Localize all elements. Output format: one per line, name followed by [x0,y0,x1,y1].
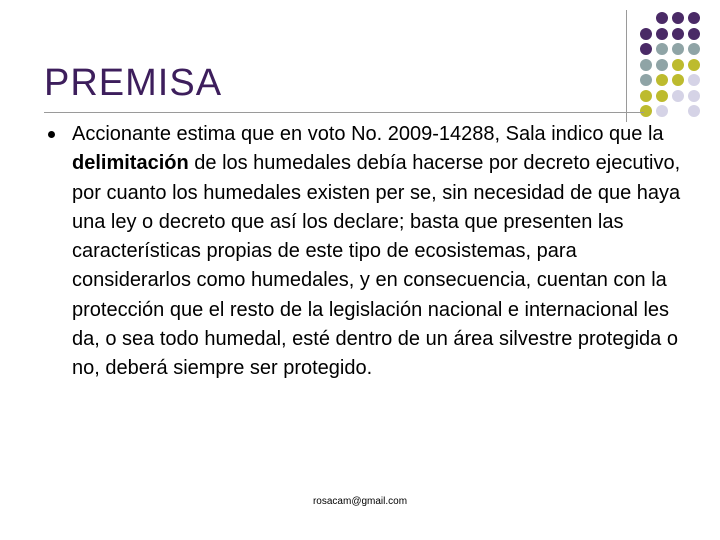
body-text-before: Accionante estima que en voto No. 2009-14288, Sala indico que la [72,123,664,145]
decorative-dot [656,74,668,86]
slide-title: PREMISA [44,62,223,104]
bullet-icon [48,131,55,138]
decorative-dot [640,43,652,55]
decorative-dot [672,12,684,24]
decorative-dot [688,43,700,55]
decorative-dot [640,74,652,86]
decorative-dot [688,12,700,24]
decorative-dot [656,43,668,55]
decorative-dot [672,43,684,55]
decorative-dot [688,90,700,102]
body-text-after: de los humedales debía hacerse por decreto ejecutivo, por cuanto los humedales existen per se, sin necesidad de que haya una ley o decreto que así los declare; basta que presenten las características propias de este tipo de ecosistemas, para considerarlos como humedales, y en consecuencia, cuentan con la protección que el resto de la legislación nacional e internacional les da, o sea todo humedal, esté dentro de un área silvestre protegida o no, deberá siempre ser protegido. [72,152,681,380]
decorative-dot [672,90,684,102]
vertical-divider [626,10,627,122]
decorative-dot [672,59,684,71]
body-text-emphasis: delimitación [72,152,189,175]
decorative-dot [656,59,668,71]
decorative-dot [688,105,700,117]
decorative-dot [672,28,684,40]
decorative-dot [688,28,700,40]
decorative-dot [640,28,652,40]
body-paragraph [72,120,692,384]
decorative-dot-grid [640,12,720,122]
decorative-dot [688,74,700,86]
decorative-dot [640,90,652,102]
decorative-dot [688,59,700,71]
decorative-dot [656,105,668,117]
decorative-dot [656,90,668,102]
decorative-dot [656,12,668,24]
footer-email: rosacam@gmail.com [312,496,408,507]
decorative-dot [640,105,652,117]
decorative-dot [640,59,652,71]
decorative-dot [656,28,668,40]
decorative-dot [672,74,684,86]
title-underline [44,112,644,113]
